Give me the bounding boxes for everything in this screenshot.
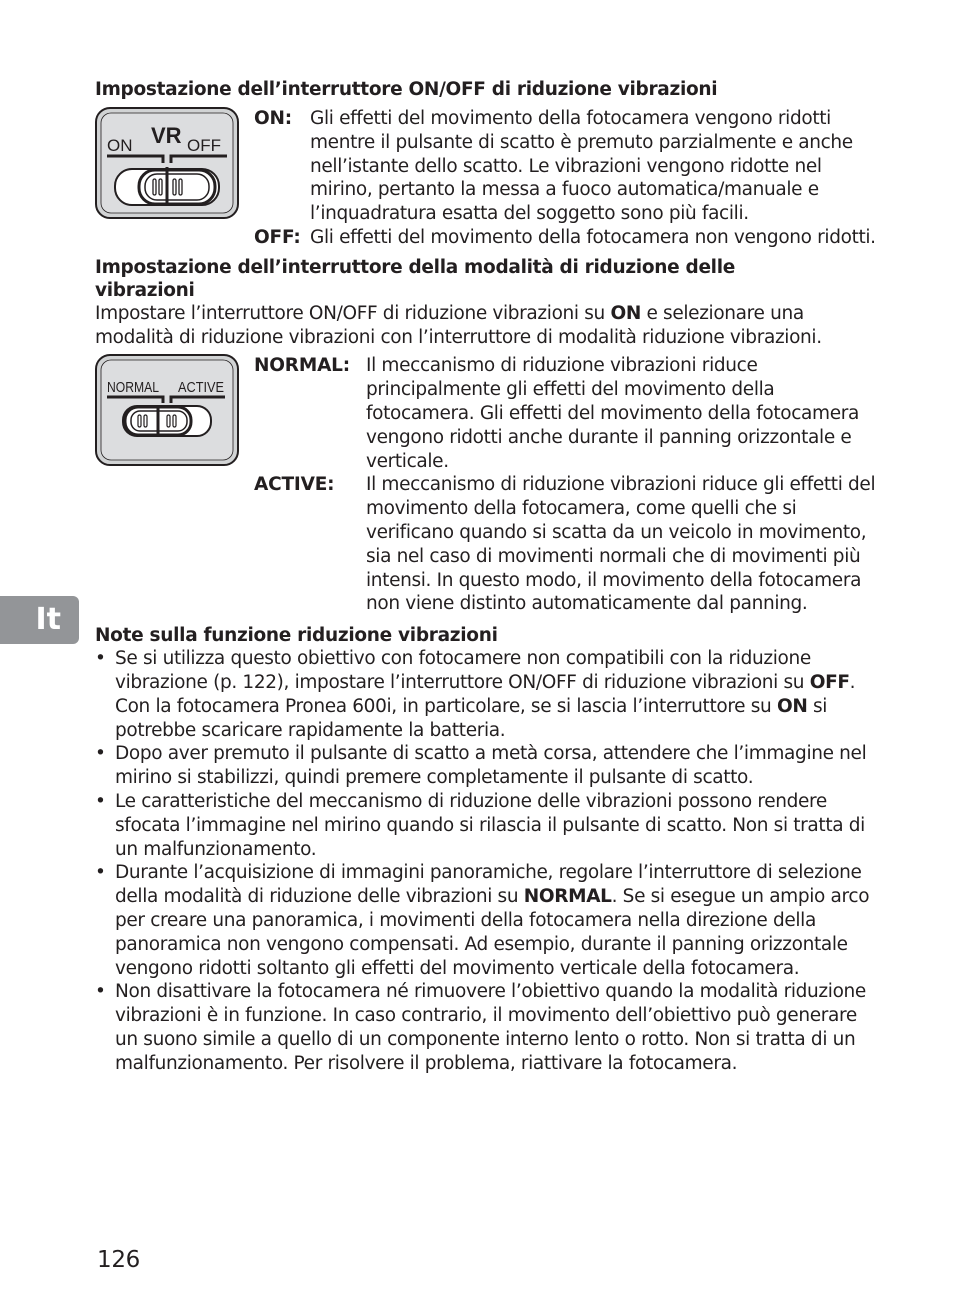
vr-switch-block <box>95 107 885 250</box>
mode-active-description: Il meccanismo di riduzione vibrazioni riduce gli effetti del movimento della fotocamera, come quelli che si verificano quando si scatta da un veicolo in movimento, sia nel caso di movimenti normali che di movimenti più intensi. In questo modo, il movimento della fotocamera non viene distinto automaticamente dal panning. <box>366 474 876 615</box>
mode-switch-heading: Impostazione dell’interruttore della modalità di riduzione delle vibrazioni <box>95 256 736 301</box>
note-item <box>95 980 885 1075</box>
notes-section <box>95 624 885 1075</box>
vr-mode-switch-icon <box>95 354 239 466</box>
vr-off-description: Gli effetti del movimento della fotocamera non vengono ridotti. <box>310 226 876 248</box>
vr-switch-definitions <box>254 107 885 250</box>
intro-bold-on: ON <box>610 302 641 324</box>
bullet-icon: • <box>95 648 106 670</box>
note-item <box>95 647 885 742</box>
note-text: . Con la fotocamera Pronea 600i, in particolare, se si lascia l’interruttore su <box>115 671 856 717</box>
mode-active-definition <box>254 473 885 616</box>
vr-switch-icon <box>95 107 239 219</box>
language-tab-marker: It <box>0 596 79 644</box>
note-bold-on: ON <box>776 695 808 717</box>
bullet-icon: • <box>95 981 106 1003</box>
svg-text:ON: ON <box>107 136 133 155</box>
vr-off-definition <box>254 226 885 250</box>
svg-text:VR: VR <box>151 123 182 148</box>
note-text: Le caratteristiche del meccanismo di riduzione delle vibrazioni possono rendere sfocata l’immagine nel mirino quando si rilascia il pulsante di scatto. Non si tratta di un malfunzionamento. <box>115 790 865 860</box>
mode-active-term: ACTIVE: <box>254 474 335 496</box>
vr-on-definition <box>254 107 885 226</box>
notes-heading: Note sulla funzione riduzione vibrazioni <box>95 625 498 647</box>
vr-off-term: OFF: <box>254 226 301 248</box>
mode-switch-definitions <box>254 354 885 616</box>
note-text: . Se si esegue un ampio arco per creare una panoramica, i movimenti della fotocamera nella direzione della panoramica non vengono compensati. Ad esempio, durante il panning orizzontale vengono ridotti soltanto gli effetti del movimento verticale della fotocamera. <box>115 886 870 979</box>
bullet-icon: • <box>95 862 106 884</box>
mode-switch-illustration <box>95 354 239 473</box>
bullet-icon: • <box>95 790 106 812</box>
vr-switch-illustration <box>95 107 239 226</box>
vr-switch-heading: Impostazione dell’interruttore ON/OFF di riduzione vibrazioni <box>95 79 718 100</box>
intro-text-1: Impostare l’interruttore ON/OFF di riduzione vibrazioni su <box>95 302 611 324</box>
note-item <box>95 790 885 861</box>
note-text: Se si utilizza questo obiettivo con fotocamere non compatibili con la riduzione vibrazione (p. 122), impostare l’interruttore ON/OFF di riduzione vibrazioni su <box>115 648 811 693</box>
note-bold-off: OFF <box>809 671 850 693</box>
mode-switch-section <box>95 256 885 616</box>
mode-normal-description: Il meccanismo di riduzione vibrazioni riduce principalmente gli effetti del movimento della fotocamera. Gli effetti del movimento della fotocamera vengono ridotti anche durante il panning orizzontale e verticale. <box>366 355 859 472</box>
vr-on-term: ON: <box>254 108 293 129</box>
note-item <box>95 742 885 790</box>
bullet-icon: • <box>95 743 106 765</box>
note-text: Non disattivare la fotocamera né rimuovere l’obiettivo quando la modalità riduzione vibrazioni è in funzione. In caso contrario, il movimento dell’obiettivo può generare un suono simile a quello di un componente interno lento o rotto. Non si tratta di un malfunzionamento. Per risolvere il problema, riattivare la fotocamera. <box>115 981 866 1074</box>
note-item <box>95 861 885 980</box>
vr-switch-section <box>95 78 885 250</box>
page-number: 126 <box>97 1247 140 1273</box>
mode-normal-definition <box>254 354 885 473</box>
mode-switch-block <box>95 354 885 616</box>
note-text: si potrebbe scaricare rapidamente la batteria. <box>115 695 828 741</box>
note-bold-normal: NORMAL <box>523 886 612 908</box>
notes-list <box>95 647 885 1075</box>
mode-normal-term: NORMAL: <box>254 355 350 377</box>
page-content <box>95 78 885 1075</box>
svg-text:NORMAL: NORMAL <box>107 379 159 397</box>
note-text: Dopo aver premuto il pulsante di scatto a metà corsa, attendere che l’immagine nel mirino si stabilizzi, quindi premere completamente il pulsante di scatto. <box>115 743 867 789</box>
svg-text:OFF: OFF <box>187 136 221 155</box>
mode-switch-intro <box>95 302 885 350</box>
svg-text:ACTIVE: ACTIVE <box>178 379 224 397</box>
vr-on-description: Gli effetti del movimento della fotocamera vengono ridotti mentre il pulsante di scatto è premuto parzialmente e anche nell’istante dello scatto. Le vibrazioni vengono ridotte nel mirino, pertanto la messa a fuoco automatica/manuale e l’inquadratura esatta del soggetto sono più facili. <box>310 108 853 225</box>
note-text: Durante l’acquisizione di immagini panoramiche, regolare l’interruttore di selezione della modalità di riduzione delle vibrazioni su <box>115 862 862 908</box>
intro-text-2: e selezionare una modalità di riduzione vibrazioni con l’interruttore di modalità riduzione vibrazioni. <box>95 302 822 348</box>
